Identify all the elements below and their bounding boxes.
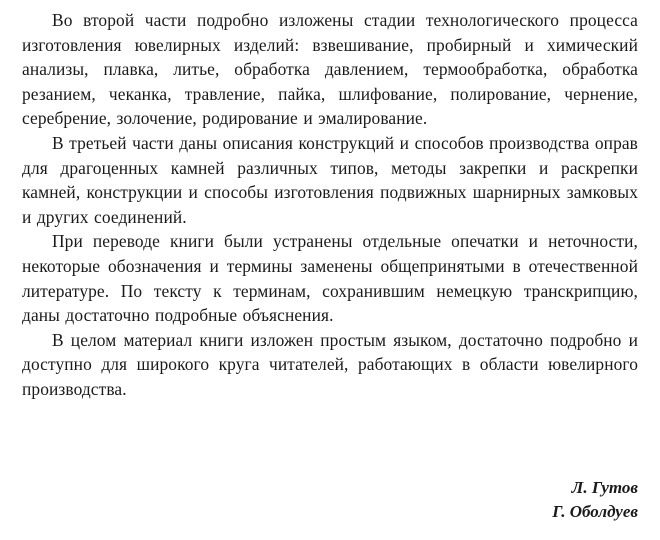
document-body <box>22 8 638 402</box>
paragraph-stages: Во второй части подробно изложены стадии технологического процесса изготовления ювелирных изделий: взвешивание, пробирный и химический анализы, плавка, литье, обработка давлением, термообработка, обработка резанием, чеканка, травление, пайка, шлифование, полирование, чернение, серебрение, золочение, родирование и эмалирование. <box>22 10 638 129</box>
signature-block <box>552 476 638 524</box>
paragraph-settings: В третьей части даны описания конструкций и способов производства оправ для драгоценных камней различных типов, методы закрепки и раскрепки камней, конструкции и способы изготовления подвижных шарнирных замковых и других соединений. <box>22 132 638 227</box>
signature-gutov: Л. Гутов <box>571 478 638 497</box>
signature-oboldouev: Г. Оболдуев <box>552 502 638 521</box>
paragraph-translation: При переводе книги были устранены отдельные опечатки и неточности, некоторые обозначения и термины заменены общепринятыми в отечественной литературе. По тексту к терминам, сохранившим немецкую транскрипцию, даны достаточно подробные объяснения. <box>22 231 638 326</box>
paragraph-summary: В целом материал книги изложен простым языком, достаточно подробно и доступно для широкого круга читателей, работающих в области ювелирного производства. <box>22 329 638 399</box>
